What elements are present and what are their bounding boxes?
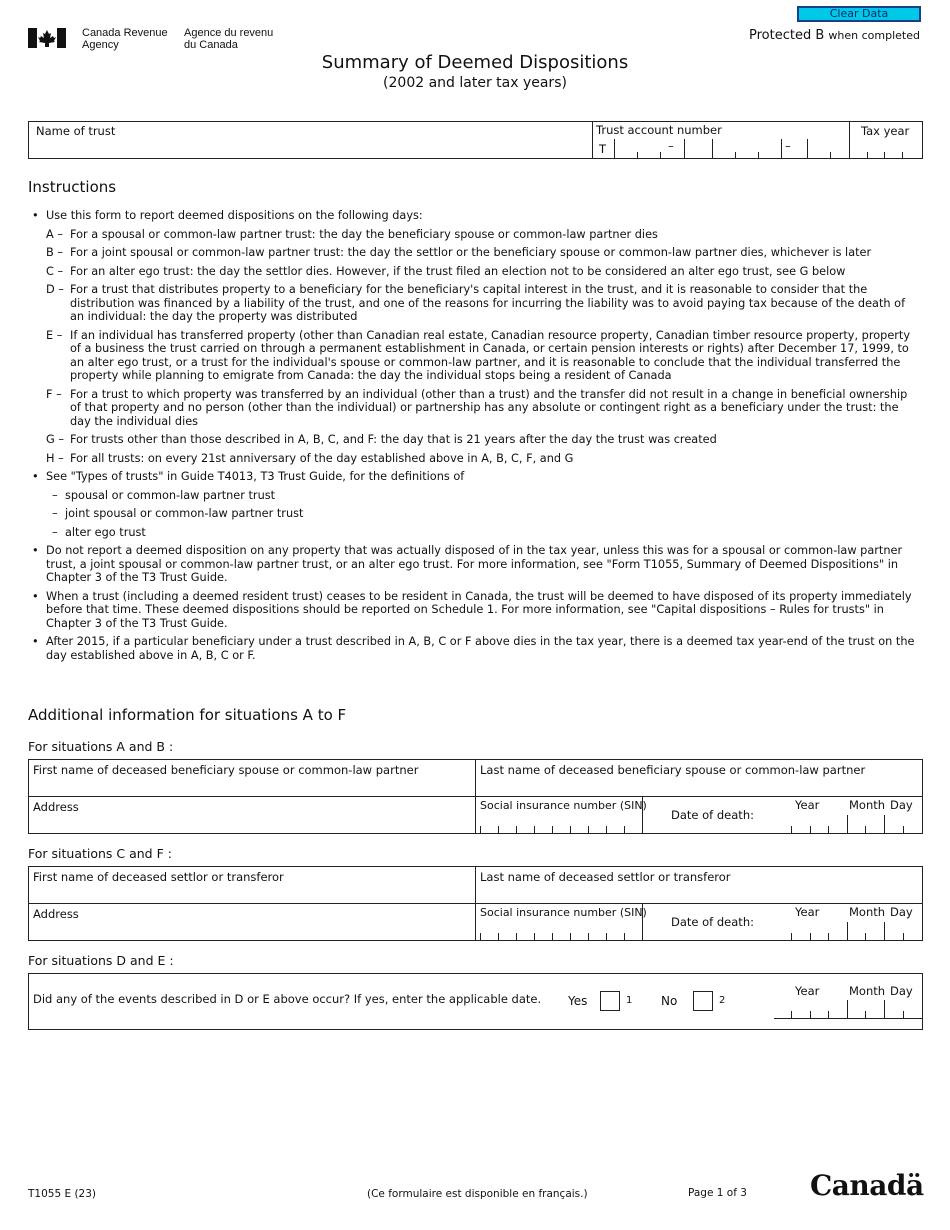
de-year-label: Year <box>795 984 820 998</box>
day-text: For all trusts: on every 21st anniversary of the day established above in A, B, C, F, and G <box>70 451 574 465</box>
ab-sin-label: Social insurance number (SIN) <box>480 799 647 812</box>
de-heading: For situations D and E : <box>28 953 174 968</box>
instruction-day-2 <box>32 265 917 279</box>
canada-flag-icon <box>28 28 66 48</box>
instruction-note-2 <box>32 635 917 662</box>
agency-name-en <box>82 27 168 51</box>
de-yes-checkbox[interactable] <box>600 991 620 1011</box>
clear-data-button[interactable]: Clear Data <box>797 6 921 22</box>
note-text: After 2015, if a particular beneficiary under a trust described in A, B, C or F above dies in the tax year, there is a deemed tax year-end of the trust on the day established above in A, B, C or F. <box>46 635 915 662</box>
day-key: G – <box>46 433 64 446</box>
agency-fr-line1: Agence du revenu <box>184 27 274 39</box>
day-key: C – <box>46 264 64 278</box>
account-dash-2: – <box>785 139 791 153</box>
french-note: (Ce formulaire est disponible en français.) <box>367 1188 588 1200</box>
type-dash: – <box>52 525 58 539</box>
instruction-note-0 <box>32 544 917 585</box>
bullet: • <box>32 589 39 603</box>
de-yes-label: Yes <box>568 994 588 1008</box>
de-no-code: 2 <box>719 995 726 1006</box>
cf-month-label: Month <box>849 905 886 919</box>
protected-suffix: when completed <box>828 29 920 42</box>
instruction-text: See "Types of trusts" in Guide T4013, T3 Trust Guide, for the definitions of <box>46 470 465 483</box>
day-key: E – <box>46 328 63 342</box>
page-number: Page 1 of 3 <box>688 1187 747 1199</box>
ab-sin-input[interactable] <box>480 823 642 833</box>
instruction-note-1 <box>32 590 917 631</box>
type-text: spousal or common-law partner trust <box>65 488 276 502</box>
instruction-day-0 <box>32 228 917 242</box>
cf-address-label: Address <box>33 907 79 921</box>
day-key: A – <box>46 227 63 241</box>
bullet: • <box>32 635 39 648</box>
protected-notice <box>749 28 920 43</box>
ab-death-label: Date of death: <box>671 808 754 822</box>
cf-sin-input[interactable] <box>480 930 642 940</box>
agency-en-line1: Canada Revenue <box>82 27 168 39</box>
additional-heading: Additional information for situations A to F <box>28 706 347 724</box>
instruction-day-4 <box>32 329 917 383</box>
cf-last-name-input[interactable] <box>477 884 921 902</box>
cf-heading: For situations C and F : <box>28 846 172 861</box>
de-month-label: Month <box>849 984 886 998</box>
trust-account-input[interactable] <box>614 136 848 159</box>
ab-address-label: Address <box>33 800 79 814</box>
instruction-day-3 <box>32 283 917 324</box>
day-key: B – <box>46 246 63 259</box>
de-date-input[interactable] <box>774 1000 922 1019</box>
de-day-label: Day <box>890 984 913 998</box>
page-subtitle: (2002 and later tax years) <box>383 75 567 91</box>
trust-type-item <box>32 507 917 521</box>
instruction-day-1 <box>32 246 917 260</box>
type-text: alter ego trust <box>65 525 146 539</box>
instructions-heading: Instructions <box>28 178 117 196</box>
ab-month-label: Month <box>849 798 886 812</box>
instruction-day-5 <box>32 388 917 429</box>
agency-en-line2: Agency <box>82 39 119 51</box>
ab-death-date-input[interactable] <box>774 814 922 833</box>
instruction-day-6 <box>32 433 917 447</box>
trust-name-input[interactable] <box>30 138 590 158</box>
agency-fr-line2: du Canada <box>184 39 238 51</box>
ab-heading: For situations A and B : <box>28 739 174 754</box>
day-text: For a trust to which property was transferred by an individual (other than a trust) and the transfer did not result in a change in beneficial ownership of that property and no person (other than the individual) or partnership has any absolute or contingent right as a beneficiary under the trust: the day the individual dies <box>70 387 908 428</box>
cf-last-name-label: Last name of deceased settlor or transferor <box>480 870 731 884</box>
cf-death-date-input[interactable] <box>774 921 922 940</box>
type-dash: – <box>52 488 58 502</box>
instruction-day-7 <box>32 452 917 466</box>
ab-day-label: Day <box>890 798 913 812</box>
instruction-intro <box>32 209 917 223</box>
ab-address-input[interactable] <box>30 814 474 833</box>
cf-first-name-label: First name of deceased settlor or transferor <box>33 870 284 884</box>
day-text: If an individual has transferred property (other than Canadian real estate, Canadian resource property, Canadian timber resource property, property of a business the trust carried on through a permanent establishment in Canada, or certain pension interests or rights) after December 17, 1999, to an alter ego trust, or a trust for the individual's spouse or common-law partner, and it is reasonable to conclude that the individual transferred the property while planning to emigrate from Canada: the day the individual stops being a resident of Canada <box>70 328 911 382</box>
day-text: For trusts other than those described in A, B, C, and F: the day that is 21 years after the day the trust was created <box>70 433 717 446</box>
day-text: For a trust that distributes property to a beneficiary for the beneficiary's capital interest in the trust, and it is reasonable to consider that the distribution was financed by a liability of the trust, and one of the reasons for incurring the liability was to avoid paying tax because of the death of an individual: the day the property was distributed <box>70 283 906 323</box>
instruction-text: Use this form to report deemed dispositions on the following days: <box>46 209 423 222</box>
note-text: Do not report a deemed disposition on any property that was actually disposed of in the tax year, unless this was for a spousal or common-law partner trust, a joint spousal or common-law partner trust, or an alter ego trust. For more information, see "Form T1055, Summary of Deemed Dispositions" in Chapter 3 of the T3 Trust Guide. <box>46 544 903 584</box>
cf-year-label: Year <box>795 905 820 919</box>
tax-year-label: Tax year <box>861 124 910 138</box>
instruction-types <box>32 470 917 484</box>
cf-day-label: Day <box>890 905 913 919</box>
protected-level: Protected B <box>749 28 825 43</box>
ab-first-name-label: First name of deceased beneficiary spouse or common-law partner <box>33 763 419 777</box>
de-yes-code: 1 <box>626 995 633 1006</box>
cf-first-name-input[interactable] <box>30 884 474 902</box>
trust-account-label: Trust account number <box>596 123 722 137</box>
cf-table <box>28 866 923 941</box>
cf-address-input[interactable] <box>30 921 474 940</box>
note-text: When a trust (including a deemed resident trust) ceases to be resident in Canada, the trust will be deemed to have disposed of its property immediately before that time. These deemed dispositions should be reported on Schedule 1. For more information, see "Capital dispositions – Rules for trusts" in Chapter 3 of the T3 Trust Guide. <box>46 589 912 630</box>
ab-year-label: Year <box>795 798 820 812</box>
ab-first-name-input[interactable] <box>30 777 474 795</box>
ab-table <box>28 759 923 834</box>
de-table <box>28 973 923 1030</box>
agency-name-fr <box>184 27 273 51</box>
day-text: For an alter ego trust: the day the settlor dies. However, if the trust filed an election not to be considered an alter ego trust, see G below <box>70 264 846 278</box>
form-id: T1055 E (23) <box>28 1188 96 1200</box>
day-key: D – <box>46 283 64 296</box>
page-title: Summary of Deemed Dispositions <box>321 52 629 73</box>
tax-year-input[interactable] <box>850 136 923 159</box>
trust-name-label: Name of trust <box>36 124 116 138</box>
ab-last-name-label: Last name of deceased beneficiary spouse or common-law partner <box>480 763 866 777</box>
day-key: H – <box>46 451 64 465</box>
trust-type-item <box>32 489 917 503</box>
cf-death-label: Date of death: <box>671 915 754 929</box>
day-key: F – <box>46 387 62 401</box>
day-text: For a spousal or common-law partner trust: the day the beneficiary spouse or common-law partner dies <box>70 227 658 241</box>
trust-id-table <box>28 121 923 159</box>
instructions-list <box>32 209 917 667</box>
de-question: Did any of the events described in D or E above occur? If yes, enter the applicable date. <box>33 992 542 1006</box>
trust-account-prefix: T <box>599 142 607 156</box>
type-dash: – <box>52 507 58 520</box>
account-dash-1: – <box>668 139 674 153</box>
canada-wordmark: Canadä <box>810 1169 924 1202</box>
cf-sin-label: Social insurance number (SIN) <box>480 906 647 919</box>
de-no-checkbox[interactable] <box>693 991 713 1011</box>
ab-last-name-input[interactable] <box>477 777 921 795</box>
trust-type-item <box>32 526 917 540</box>
bullet: • <box>32 544 39 557</box>
bullet: • <box>32 470 39 483</box>
day-text: For a joint spousal or common-law partner trust: the day the settlor or the beneficiary spouse or common-law partner dies, whichever is later <box>70 246 872 259</box>
de-no-label: No <box>661 994 678 1008</box>
type-text: joint spousal or common-law partner trust <box>65 507 304 520</box>
bullet: • <box>32 209 39 222</box>
